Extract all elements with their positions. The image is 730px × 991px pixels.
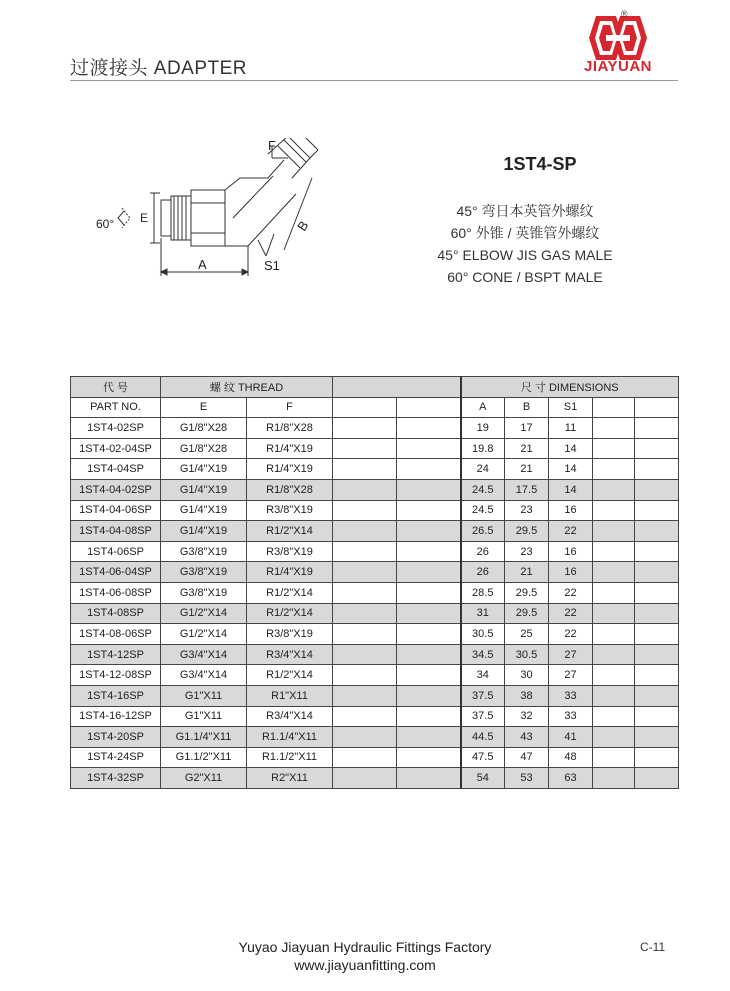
table-cell: 1ST4-16-12SP [71, 706, 161, 727]
table-cell: R1/2"X14 [247, 582, 333, 603]
empty-cell [333, 644, 397, 665]
table-cell: 27 [549, 644, 593, 665]
table-cell: 34.5 [461, 644, 505, 665]
empty-cell [333, 727, 397, 748]
table-cell: 1ST4-08SP [71, 603, 161, 624]
table-cell: 22 [549, 603, 593, 624]
empty-cell [333, 500, 397, 521]
table-cell: G1/2"X14 [161, 624, 247, 645]
table-row [71, 541, 679, 562]
table-cell: 1ST4-04-02SP [71, 479, 161, 500]
empty-cell [397, 768, 461, 789]
table-cell: R1/4"X19 [247, 438, 333, 459]
empty-cell [333, 521, 397, 542]
table-cell: G1.1/4"X11 [161, 727, 247, 748]
table-row [71, 727, 679, 748]
table-cell: G1.1/2"X11 [161, 747, 247, 768]
group-header-dimensions: 尺 寸 DIMENSIONS [461, 377, 679, 398]
empty-cell [333, 459, 397, 480]
table-group-header-row [71, 377, 679, 398]
table-cell: G1/8"X28 [161, 418, 247, 439]
brand-name: JIAYUAN [584, 58, 652, 75]
fitting-drawing [88, 138, 348, 288]
table-cell: R1"X11 [247, 685, 333, 706]
table-cell: 19.8 [461, 438, 505, 459]
column-header: E [161, 397, 247, 418]
table-cell: G1"X11 [161, 706, 247, 727]
desc-line: 45° ELBOW JIS GAS MALE [437, 247, 613, 263]
empty-cell [593, 479, 635, 500]
empty-cell [397, 624, 461, 645]
table-cell: 1ST4-24SP [71, 747, 161, 768]
column-header: A [461, 397, 505, 418]
table-cell: 41 [549, 727, 593, 748]
table-cell: R3/8"X19 [247, 500, 333, 521]
empty-cell [635, 706, 679, 727]
dim-label-a: A [198, 257, 207, 272]
table-row [71, 479, 679, 500]
empty-cell [635, 747, 679, 768]
table-cell: 17.5 [505, 479, 549, 500]
empty-cell [635, 541, 679, 562]
table-cell: 21 [505, 459, 549, 480]
empty-cell [593, 706, 635, 727]
empty-cell [333, 685, 397, 706]
empty-cell [635, 644, 679, 665]
empty-cell [333, 768, 397, 789]
empty-cell [397, 541, 461, 562]
empty-cell [397, 644, 461, 665]
table-cell: R1/8"X28 [247, 479, 333, 500]
table-cell: 27 [549, 665, 593, 686]
footer-company: Yuyao Jiayuan Hydraulic Fittings Factory [238, 939, 492, 955]
table-cell: G1/4"X19 [161, 500, 247, 521]
table-cell: 53 [505, 768, 549, 789]
empty-cell [635, 397, 679, 418]
table-cell: R1/4"X19 [247, 459, 333, 480]
empty-cell [333, 397, 397, 418]
table-cell: 29.5 [505, 603, 549, 624]
empty-cell [397, 665, 461, 686]
empty-cell [397, 479, 461, 500]
empty-cell [397, 418, 461, 439]
table-cell: 1ST4-12SP [71, 644, 161, 665]
table-cell: 1ST4-32SP [71, 768, 161, 789]
table-cell: 47 [505, 747, 549, 768]
table-row [71, 747, 679, 768]
footer-website: www.jiayuanfitting.com [294, 957, 436, 973]
table-cell: 47.5 [461, 747, 505, 768]
table-cell: G1/2"X14 [161, 603, 247, 624]
table-cell: 1ST4-20SP [71, 727, 161, 748]
table-cell: R1.1/4"X11 [247, 727, 333, 748]
table-cell: G1/8"X28 [161, 438, 247, 459]
table-cell: 54 [461, 768, 505, 789]
table-cell: G2"X11 [161, 768, 247, 789]
table-cell: 44.5 [461, 727, 505, 748]
table-cell: 33 [549, 706, 593, 727]
registered-mark: ® [621, 9, 628, 19]
dim-label-e: E [140, 211, 149, 225]
table-cell: G1/4"X19 [161, 459, 247, 480]
column-header: PART NO. [71, 397, 161, 418]
table-cell: R3/8"X19 [247, 624, 333, 645]
desc-line: 60° CONE / BSPT MALE [447, 269, 603, 285]
table-cell: R1/4"X19 [247, 562, 333, 583]
empty-cell [593, 747, 635, 768]
table-cell: R1/2"X14 [247, 521, 333, 542]
table-cell: 26 [461, 541, 505, 562]
table-cell: R1/8"X28 [247, 418, 333, 439]
table-cell: 25 [505, 624, 549, 645]
table-cell: 30.5 [505, 644, 549, 665]
spec-table [70, 376, 679, 789]
table-column-header-row [71, 397, 679, 418]
empty-cell [635, 603, 679, 624]
table-cell: 1ST4-04SP [71, 459, 161, 480]
table-cell: 16 [549, 541, 593, 562]
table-cell: 32 [505, 706, 549, 727]
empty-cell [397, 438, 461, 459]
table-cell: G3/8"X19 [161, 562, 247, 583]
empty-cell [635, 521, 679, 542]
empty-cell [635, 727, 679, 748]
empty-cell [333, 479, 397, 500]
empty-cell [333, 418, 397, 439]
table-cell: 11 [549, 418, 593, 439]
empty-cell [593, 582, 635, 603]
table-row [71, 685, 679, 706]
table-cell: 1ST4-06-08SP [71, 582, 161, 603]
table-cell: 29.5 [505, 582, 549, 603]
page-code: C-11 [640, 940, 666, 954]
empty-cell [593, 438, 635, 459]
table-cell: 33 [549, 685, 593, 706]
group-header-code: 代 号 [71, 377, 161, 398]
table-cell: 1ST4-08-06SP [71, 624, 161, 645]
table-cell: 31 [461, 603, 505, 624]
table-cell: 29.5 [505, 521, 549, 542]
table-row [71, 644, 679, 665]
table-cell: R3/8"X19 [247, 541, 333, 562]
table-cell: 1ST4-04-08SP [71, 521, 161, 542]
table-cell: 1ST4-02SP [71, 418, 161, 439]
table-row [71, 603, 679, 624]
empty-cell [397, 562, 461, 583]
table-cell: 1ST4-06SP [71, 541, 161, 562]
table-cell: R1/2"X14 [247, 665, 333, 686]
table-cell: 63 [549, 768, 593, 789]
table-cell: G3/8"X19 [161, 582, 247, 603]
table-cell: 14 [549, 479, 593, 500]
table-cell: R1/2"X14 [247, 603, 333, 624]
table-cell: 30 [505, 665, 549, 686]
table-cell: 22 [549, 582, 593, 603]
table-cell: 28.5 [461, 582, 505, 603]
empty-cell [397, 727, 461, 748]
table-cell: 21 [505, 438, 549, 459]
table-row [71, 521, 679, 542]
empty-cell [333, 747, 397, 768]
empty-cell [333, 624, 397, 645]
column-header: S1 [549, 397, 593, 418]
empty-cell [635, 500, 679, 521]
empty-cell [635, 438, 679, 459]
empty-cell [593, 727, 635, 748]
empty-cell [397, 397, 461, 418]
empty-cell [333, 438, 397, 459]
empty-cell [397, 521, 461, 542]
table-cell: 34 [461, 665, 505, 686]
empty-cell [397, 685, 461, 706]
table-cell: G3/8"X19 [161, 541, 247, 562]
empty-cell [397, 582, 461, 603]
table-cell: 26.5 [461, 521, 505, 542]
table-cell: 48 [549, 747, 593, 768]
empty-cell [333, 706, 397, 727]
empty-cell [333, 603, 397, 624]
empty-cell [397, 603, 461, 624]
empty-cell [397, 747, 461, 768]
table-cell: 38 [505, 685, 549, 706]
table-cell: 14 [549, 438, 593, 459]
dim-label-s1: S1 [264, 258, 280, 273]
empty-cell [593, 521, 635, 542]
empty-cell [397, 459, 461, 480]
group-header-thread: 螺 纹 THREAD [161, 377, 333, 398]
desc-line: 45° 弯日本英管外螺纹 [456, 203, 594, 219]
cone-angle-label: 60° [96, 217, 115, 231]
empty-cell [333, 541, 397, 562]
table-row [71, 768, 679, 789]
table-cell: 30.5 [461, 624, 505, 645]
table-cell: 16 [549, 562, 593, 583]
table-cell: R3/4"X14 [247, 644, 333, 665]
empty-cell [593, 665, 635, 686]
empty-cell [635, 562, 679, 583]
empty-cell [635, 418, 679, 439]
empty-cell [593, 397, 635, 418]
empty-cell [593, 562, 635, 583]
empty-cell [593, 500, 635, 521]
empty-cell [635, 768, 679, 789]
empty-cell [635, 665, 679, 686]
empty-cell [333, 562, 397, 583]
product-description [405, 200, 645, 288]
empty-cell [635, 624, 679, 645]
empty-cell [397, 500, 461, 521]
table-cell: 14 [549, 459, 593, 480]
empty-cell [593, 768, 635, 789]
empty-cell [593, 541, 635, 562]
empty-cell [397, 706, 461, 727]
table-cell: 16 [549, 500, 593, 521]
table-cell: 1ST4-16SP [71, 685, 161, 706]
table-cell: 1ST4-04-06SP [71, 500, 161, 521]
table-cell: 43 [505, 727, 549, 748]
table-cell: 37.5 [461, 685, 505, 706]
empty-cell [593, 644, 635, 665]
table-row [71, 665, 679, 686]
table-cell: 37.5 [461, 706, 505, 727]
empty-cell [593, 685, 635, 706]
table-cell: 26 [461, 562, 505, 583]
table-cell: 1ST4-02-04SP [71, 438, 161, 459]
table-cell: 19 [461, 418, 505, 439]
table-cell: 1ST4-06-04SP [71, 562, 161, 583]
table-cell: 21 [505, 562, 549, 583]
table-row [71, 500, 679, 521]
table-cell: 23 [505, 500, 549, 521]
table-cell: G1"X11 [161, 685, 247, 706]
table-cell: 24.5 [461, 500, 505, 521]
table-row [71, 706, 679, 727]
empty-cell [333, 377, 461, 398]
table-row [71, 562, 679, 583]
empty-cell [333, 582, 397, 603]
table-row [71, 459, 679, 480]
table-cell: 24 [461, 459, 505, 480]
model-number: 1ST4-SP [503, 154, 577, 174]
header-divider [70, 80, 678, 81]
table-cell: G1/4"X19 [161, 479, 247, 500]
table-cell: 1ST4-12-08SP [71, 665, 161, 686]
table-cell: G1/4"X19 [161, 521, 247, 542]
table-cell: 17 [505, 418, 549, 439]
table-row [71, 418, 679, 439]
dim-label-b: B [294, 218, 312, 234]
table-cell: R2"X11 [247, 768, 333, 789]
empty-cell [635, 479, 679, 500]
table-row [71, 624, 679, 645]
empty-cell [333, 665, 397, 686]
table-cell: 23 [505, 541, 549, 562]
empty-cell [635, 459, 679, 480]
table-cell: G3/4"X14 [161, 644, 247, 665]
table-cell: R3/4"X14 [247, 706, 333, 727]
empty-cell [635, 582, 679, 603]
desc-line: 60° 外锥 / 英锥管外螺纹 [450, 225, 600, 241]
empty-cell [635, 685, 679, 706]
page-title: 过渡接头 ADAPTER [70, 58, 248, 79]
table-row [71, 582, 679, 603]
column-header: B [505, 397, 549, 418]
table-row [71, 438, 679, 459]
empty-cell [593, 603, 635, 624]
empty-cell [593, 624, 635, 645]
dim-label-f: F [268, 138, 276, 153]
table-cell: 22 [549, 521, 593, 542]
table-cell: 24.5 [461, 479, 505, 500]
empty-cell [593, 459, 635, 480]
column-header: F [247, 397, 333, 418]
table-cell: R1.1/2"X11 [247, 747, 333, 768]
table-cell: 22 [549, 624, 593, 645]
table-cell: G3/4"X14 [161, 665, 247, 686]
empty-cell [593, 418, 635, 439]
